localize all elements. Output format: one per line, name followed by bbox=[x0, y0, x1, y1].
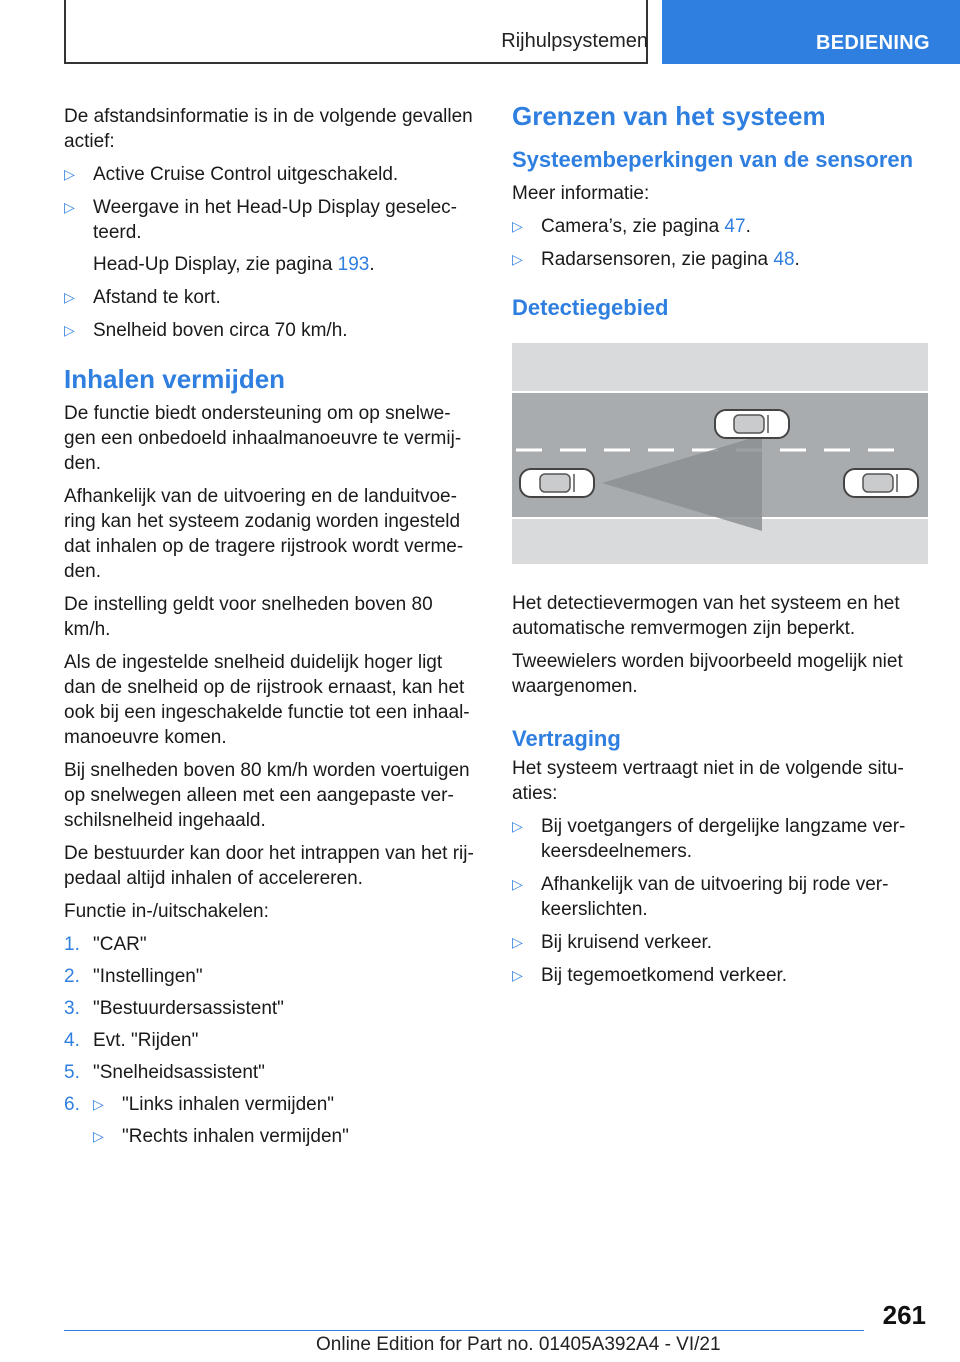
footer-divider bbox=[64, 1330, 864, 1331]
heading-limits: Grenzen van het systeem bbox=[512, 101, 826, 131]
triangle-bullet-icon: ▷ bbox=[512, 876, 523, 892]
list-item: ▷ Radarsensoren, zie pagina 48. bbox=[512, 249, 800, 270]
list-item: ▷ Afhankelijk van de uitvoering bij rode ver-keerslichten. bbox=[512, 874, 889, 920]
page-reference: Head-Up Display, zie pagina 193. bbox=[93, 254, 375, 275]
sensor-links-list bbox=[512, 214, 928, 272]
intro-text: De afstandsinformatie is in de volgende gevallen actief: bbox=[64, 106, 473, 152]
distance-info-list bbox=[64, 162, 478, 343]
detection-area-figure bbox=[512, 343, 928, 564]
right-column bbox=[512, 100, 928, 996]
list-item: ▷ Bij tegemoetkomend verkeer. bbox=[512, 965, 788, 986]
triangle-bullet-icon: ▷ bbox=[93, 1096, 104, 1112]
step-item: 2. "Instellingen" bbox=[64, 966, 203, 987]
heading-sensors: Systeembeperkingen van de sensoren bbox=[512, 147, 914, 172]
paragraph: De functie biedt ondersteuning om op snelwe-gen een onbedoeld inhaalmanoeuvre te vermij-den. bbox=[64, 403, 462, 474]
triangle-bullet-icon: ▷ bbox=[64, 166, 75, 182]
triangle-bullet-icon: ▷ bbox=[512, 967, 523, 983]
list-item: ▷ Camera’s, zie pagina 47. bbox=[512, 216, 751, 237]
more-info-text: Meer informatie: bbox=[512, 183, 650, 204]
heading-delay: Vertraging bbox=[512, 726, 621, 751]
triangle-bullet-icon: ▷ bbox=[64, 322, 75, 338]
step-item: 4. Evt. "Rijden" bbox=[64, 1030, 199, 1051]
left-column bbox=[64, 104, 478, 1156]
steps-list bbox=[64, 932, 478, 1149]
paragraph: Afhankelijk van de uitvoering en de landuitvoe-ring kan het systeem zodanig worden ingesteld dat inhalen op de tragere rijstrook wordt verme-den. bbox=[64, 486, 464, 582]
vehicle-ego-icon bbox=[520, 469, 594, 497]
paragraph: De bestuurder kan door het intrappen van het rij-pedaal altijd inhalen of accelereren. bbox=[64, 843, 474, 889]
list-item: ▷ Snelheid boven circa 70 km/h. bbox=[64, 320, 348, 341]
list-item: ▷ Weergave in het Head-Up Display geselec-teerd. Head-Up Display, zie pagina 193. bbox=[64, 195, 478, 277]
section-title: Rijhulpsystemen bbox=[501, 30, 648, 52]
paragraph: Tweewielers worden bijvoorbeeld mogelijk niet waargenomen. bbox=[512, 651, 903, 697]
heading-overtake: Inhalen vermijden bbox=[64, 364, 286, 394]
triangle-bullet-icon: ▷ bbox=[64, 199, 75, 215]
step-item: 3. "Bestuurdersassistent" bbox=[64, 998, 284, 1019]
paragraph: Als de ingestelde snelheid duidelijk hoger ligt dan de snelheid op de rijstrook ernaast, kan het ook bij een ingeschakelde functie tot een inhaal-manoeuvre komen. bbox=[64, 652, 470, 748]
vehicle-left-lane-icon bbox=[715, 410, 789, 438]
paragraph: De instelling geldt voor snelheden boven 80 km/h. bbox=[64, 594, 433, 640]
page-link-48[interactable]: 48 bbox=[773, 249, 795, 270]
list-item: ▷ Bij kruisend verkeer. bbox=[512, 932, 713, 953]
triangle-bullet-icon: ▷ bbox=[512, 934, 523, 950]
triangle-bullet-icon: ▷ bbox=[64, 289, 75, 305]
page-number: 261 bbox=[882, 1300, 926, 1330]
triangle-bullet-icon: ▷ bbox=[512, 251, 523, 267]
paragraph: Bij snelheden boven 80 km/h worden voertuigen op snelwegen alleen met een aangepaste ver-schilsnelheid ingehaald. bbox=[64, 760, 470, 831]
paragraph: Het detectievermogen van het systeem en het automatische remvermogen zijn beperkt. bbox=[512, 593, 900, 639]
list-item: ▷ Afstand te kort. bbox=[64, 287, 221, 308]
delay-intro: Het systeem vertraagt niet in de volgende situ-aties: bbox=[512, 758, 904, 804]
step-item: 6. ▷ "Links inhalen vermijden" ▷ "Rechts inhalen vermijden" bbox=[64, 1094, 349, 1147]
page-link-193[interactable]: 193 bbox=[337, 254, 370, 275]
triangle-bullet-icon: ▷ bbox=[93, 1128, 104, 1144]
delay-list bbox=[512, 814, 928, 988]
paragraph: Functie in-/uitschakelen: bbox=[64, 901, 269, 922]
triangle-bullet-icon: ▷ bbox=[512, 218, 523, 234]
list-item: ▷ Bij voetgangers of dergelijke langzame ver-keersdeelnemers. bbox=[512, 816, 906, 862]
page-link-47[interactable]: 47 bbox=[724, 216, 746, 237]
list-item: ▷ Active Cruise Control uitgeschakeld. bbox=[64, 164, 399, 185]
triangle-bullet-icon: ▷ bbox=[512, 818, 523, 834]
chapter-label: BEDIENING bbox=[816, 32, 930, 54]
step-item: 5. "Snelheidsassistent" bbox=[64, 1062, 265, 1083]
chapter-tab bbox=[662, 0, 960, 64]
vehicle-ahead-icon bbox=[844, 469, 918, 497]
edition-text: Online Edition for Part no. 01405A392A4 - VI/21 bbox=[316, 1334, 721, 1355]
heading-detection: Detectiegebied bbox=[512, 295, 669, 320]
step-item: 1. "CAR" bbox=[64, 934, 147, 955]
